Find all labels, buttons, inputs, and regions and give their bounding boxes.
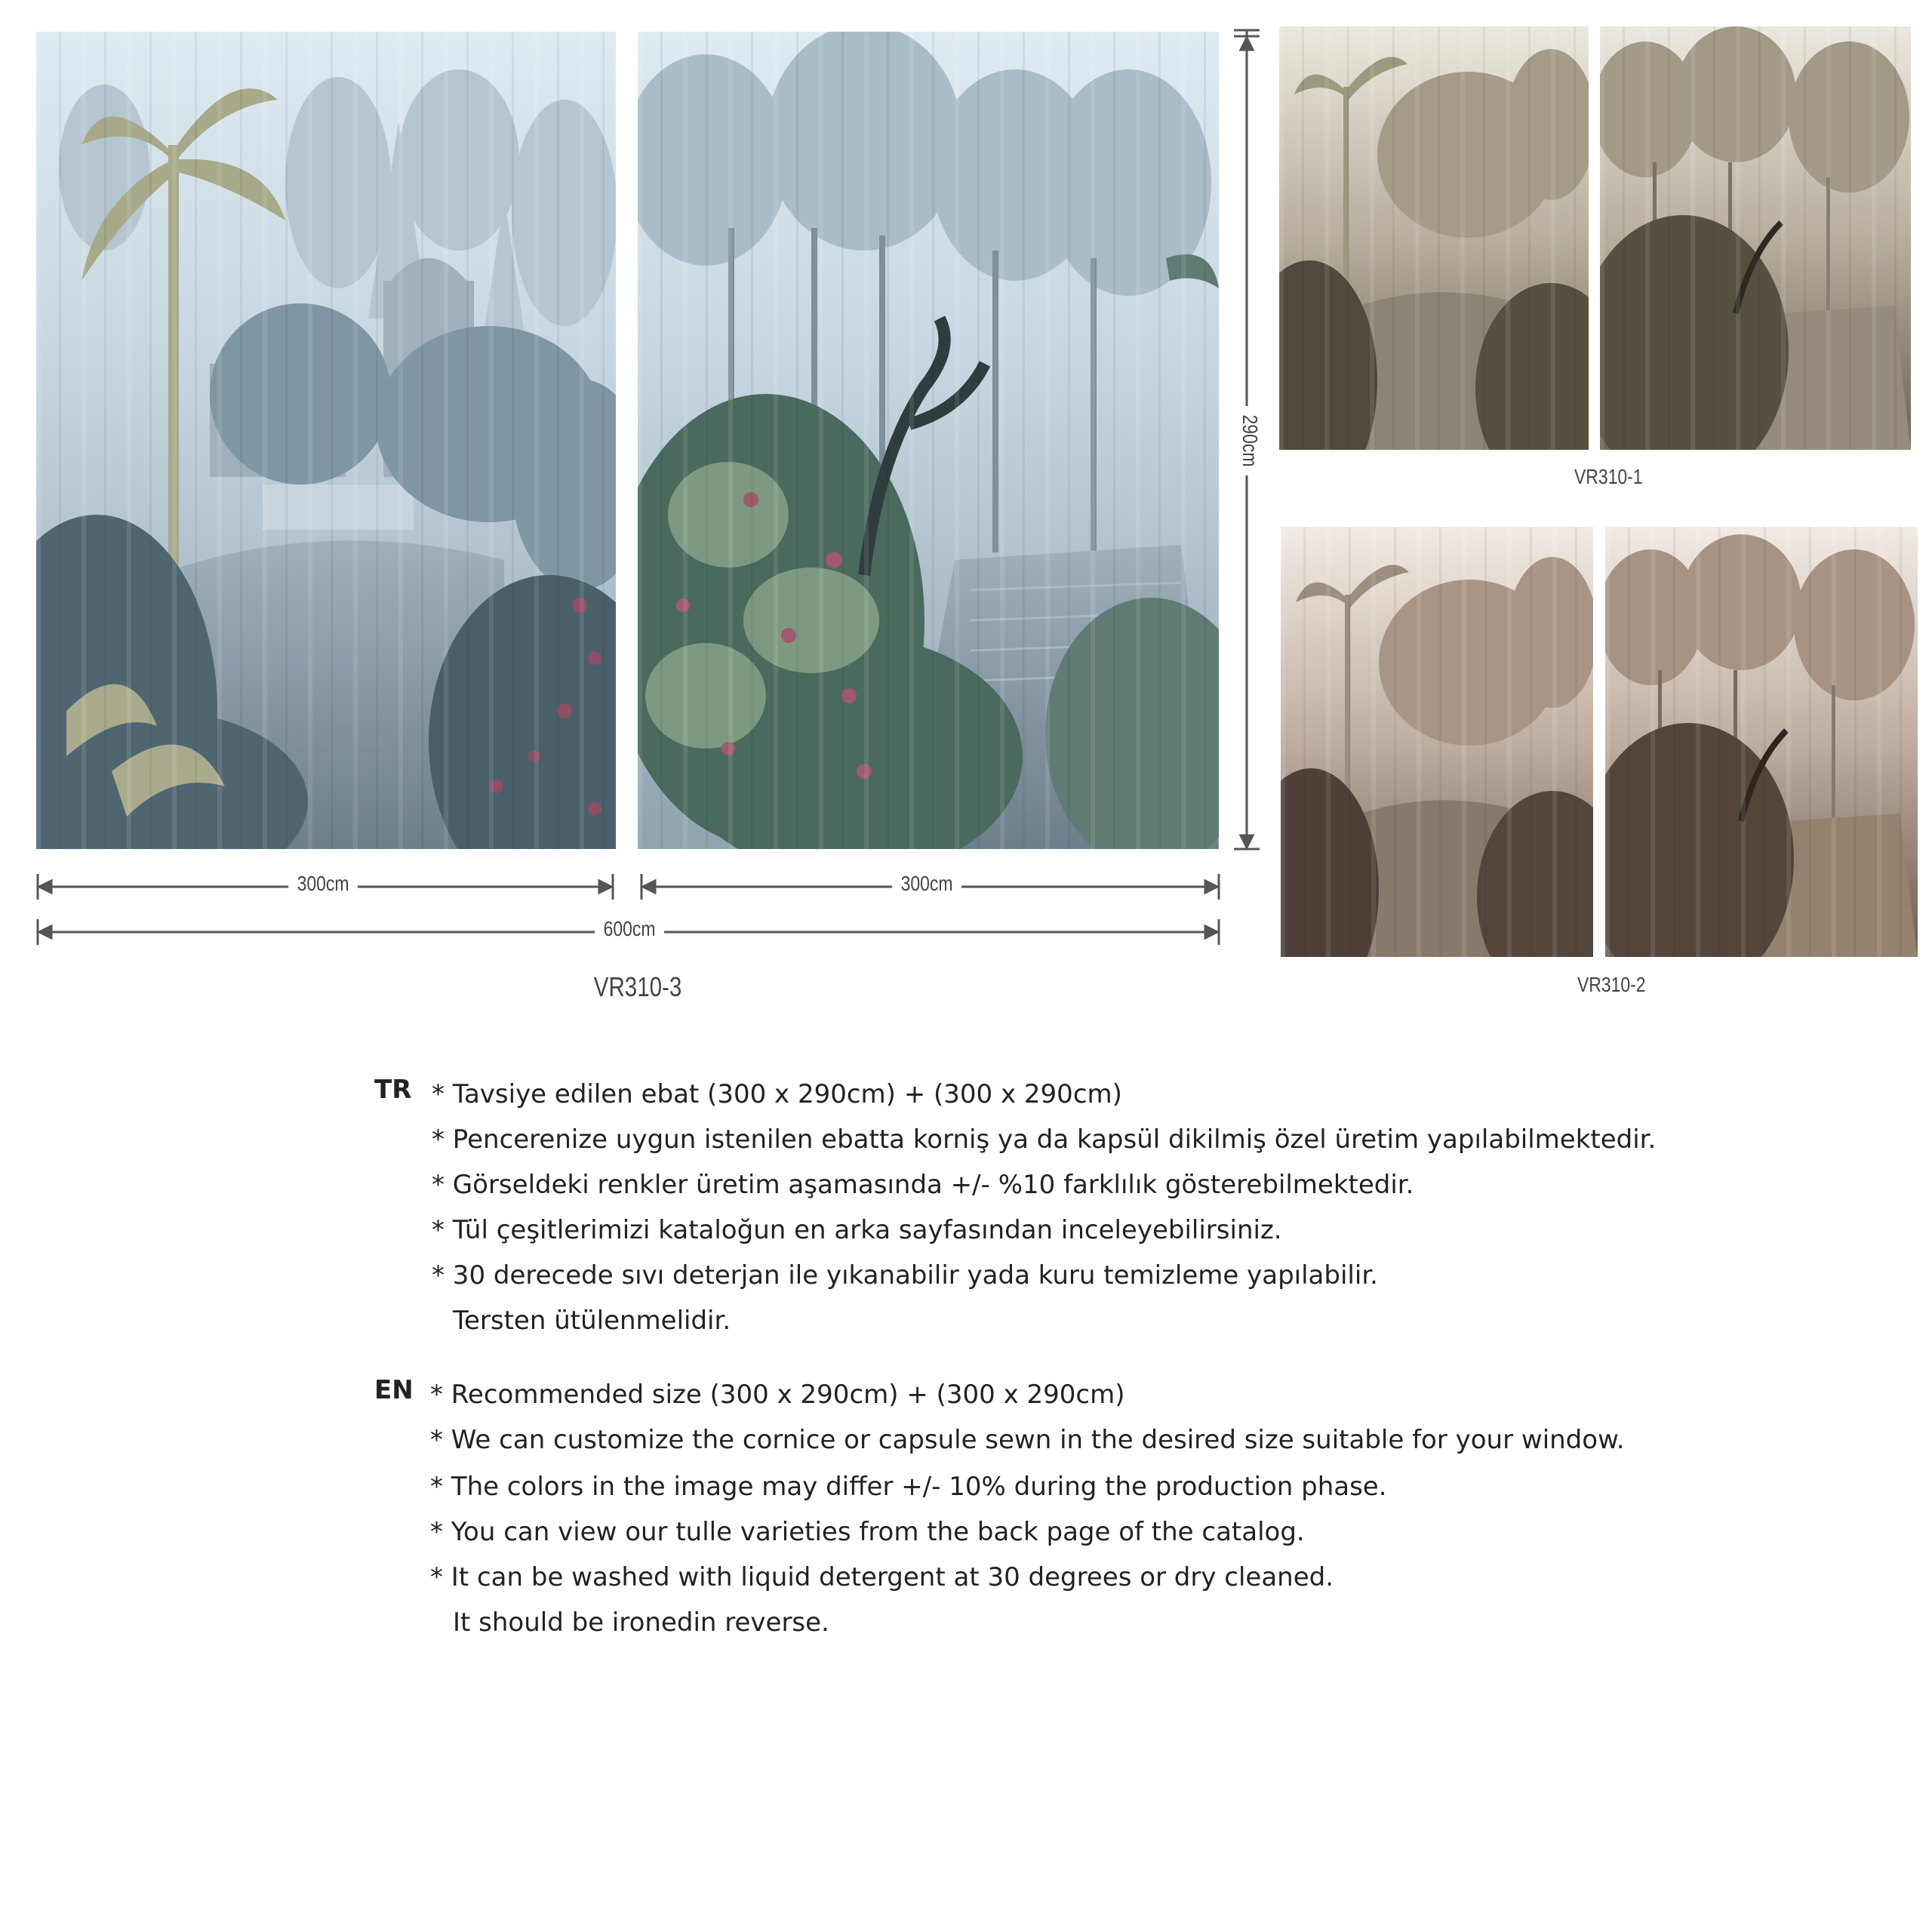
tr-line-6: Tersten ütülenmelidir.: [453, 1306, 731, 1336]
width-label-total: 600cm: [595, 917, 664, 941]
en-line-5: * It can be washed with liquid detergent at 30 degrees or dry cleaned.: [430, 1562, 1334, 1592]
tr-line-5: * 30 derecede sıvı deterjan ile yıkanabilir yada kuru temizleme yapılabilir.: [432, 1260, 1378, 1291]
height-label: 290cm: [1238, 406, 1262, 475]
en-line-6: It should be ironedin reverse.: [453, 1607, 829, 1638]
variant-code-2: VR310-2: [1577, 973, 1646, 996]
width-label-left: 300cm: [288, 872, 358, 896]
variant1-panel-left: [1279, 26, 1589, 450]
variant1-panel-right: [1600, 26, 1911, 450]
en-language-code: EN: [374, 1375, 414, 1405]
tr-line-2: * Pencerenize uygun istenilen ebatta korniş ya da kapsül dikilmiş özel üretim yapılabilmektedir.: [432, 1124, 1657, 1155]
width-label-right: 300cm: [892, 872, 961, 896]
variant-code-1: VR310-1: [1574, 465, 1643, 488]
en-line-4: * You can view our tulle varieties from the back page of the catalog.: [430, 1517, 1305, 1547]
en-line-3: * The colors in the image may differ +/- 10% during the production phase.: [430, 1472, 1387, 1502]
en-line-1: * Recommended size (300 x 290cm) + (300 x 290cm): [430, 1380, 1125, 1410]
variant-code-main: VR310-3: [593, 971, 682, 1002]
tr-line-1: * Tavsiye edilen ebat (300 x 290cm) + (300 x 290cm): [432, 1079, 1122, 1109]
en-line-2: * We can customize the cornice or capsule sewn in the desired size suitable for your window.: [430, 1425, 1625, 1455]
variant2-panel-right: [1605, 527, 1918, 957]
tr-line-4: * Tül çeşitlerimizi kataloğun en arka sayfasından inceleyebilirsiniz.: [432, 1215, 1282, 1245]
tr-language-code: TR: [374, 1075, 412, 1105]
variant2-panel-left: [1281, 527, 1593, 957]
tr-line-3: * Görseldeki renkler üretim aşamasında +/- %10 farklılık gösterebilmektedir.: [432, 1170, 1414, 1200]
